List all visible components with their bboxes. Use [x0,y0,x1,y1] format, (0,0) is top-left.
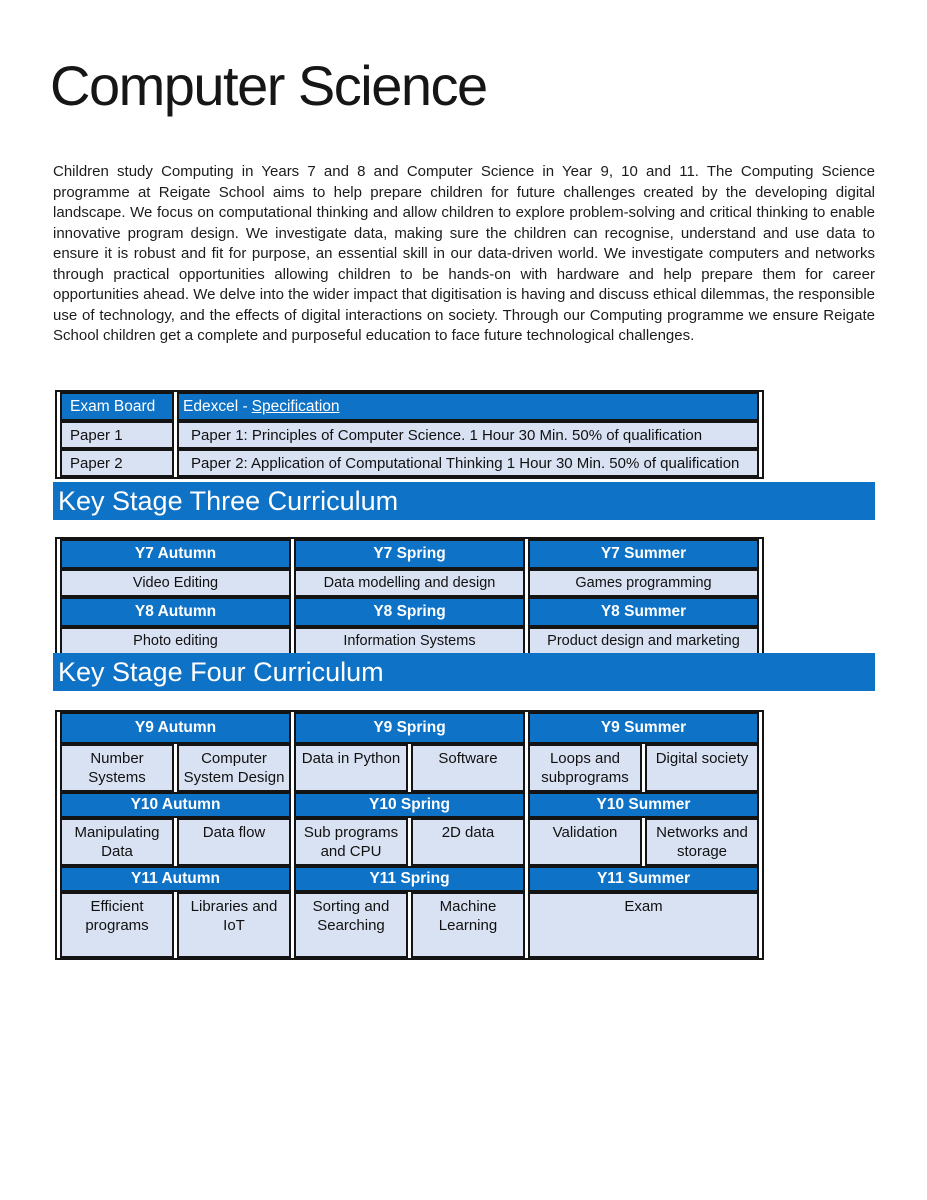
y10-topic-2: Data flow [177,818,291,866]
y11-spring-header: Y11 Spring [294,866,525,892]
y8-header-row [60,597,759,627]
y8-spring-header: Y8 Spring [294,597,525,627]
y10-topics-row [60,818,759,866]
y11-topic-4: Machine Learning [411,892,525,958]
y11-topic-1: Efficient programs [60,892,174,958]
exam-board-table [55,390,764,479]
y7-topics-row [60,569,759,597]
paper1-detail: Paper 1: Principles of Computer Science. 1 Hour 30 Min. 50% of qualification [177,421,759,449]
y10-header-row [60,792,759,818]
y9-topic-4: Software [411,744,525,792]
exam-table-header-row [60,392,759,421]
ks4-section-heading: Key Stage Four Curriculum [53,653,875,691]
page-title: Computer Science [50,54,487,117]
y7-spring-topic: Data modelling and design [294,569,525,597]
y10-spring-header: Y10 Spring [294,792,525,818]
y10-topic-1: Manipulating Data [60,818,174,866]
y7-header-row [60,539,759,569]
y9-topic-1: Number Systems [60,744,174,792]
y9-topic-6: Digital society [645,744,759,792]
y7-spring-header: Y7 Spring [294,539,525,569]
y8-autumn-header: Y8 Autumn [60,597,291,627]
paper1-label: Paper 1 [60,421,174,449]
y11-header-row [60,866,759,892]
y11-topics-row [60,892,759,958]
y10-topic-3: Sub programs and CPU [294,818,408,866]
y9-topic-2: Computer System Design [177,744,291,792]
paper2-detail: Paper 2: Application of Computational Thinking 1 Hour 30 Min. 50% of qualification [177,449,759,477]
y10-autumn-header: Y10 Autumn [60,792,291,818]
y11-autumn-header: Y11 Autumn [60,866,291,892]
y11-topic-3: Sorting and Searching [294,892,408,958]
y11-summer-header: Y11 Summer [528,866,759,892]
y11-topic-2: Libraries and IoT [177,892,291,958]
y11-topic-exam: Exam [528,892,759,958]
ks3-section-heading: Key Stage Three Curriculum [53,482,875,520]
y10-topic-5: Validation [528,818,642,866]
y8-summer-topic: Product design and marketing [528,627,759,655]
y9-header-row [60,712,759,744]
y8-topics-row [60,627,759,655]
ks3-curriculum-table [55,537,764,657]
paper2-label: Paper 2 [60,449,174,477]
y9-topics-row [60,744,759,792]
board-name: Edexcel - [183,397,248,415]
y9-spring-header: Y9 Spring [294,712,525,744]
y10-topic-6: Networks and storage [645,818,759,866]
exam-board-value [177,392,759,421]
ks4-curriculum-table [55,710,764,960]
y9-topic-5: Loops and subprograms [528,744,642,792]
paper2-row [60,449,759,477]
specification-link[interactable]: Specification [251,397,340,415]
y8-spring-topic: Information Systems [294,627,525,655]
y10-summer-header: Y10 Summer [528,792,759,818]
y9-topic-3: Data in Python [294,744,408,792]
exam-board-label: Exam Board [60,392,174,421]
y10-topic-4: 2D data [411,818,525,866]
intro-paragraph: Children study Computing in Years 7 and 8 and Computer Science in Year 9, 10 and 11. The Computing Science programme at Reigate School aims to help prepare children for future challenges created by the developing digital landscape. We focus on computational thinking and allow children to explore problem-solving and critical thinking to enable innovative program design. We investigate data, making sure the children can recognise, understand and use data to ensure it is robust and fit for purpose, an essential skill in our data-driven world. We investigate computers and networks through practical opportunities allowing children to be hands-on with hardware and help prepare them for career opportunities ahead. We delve into the wider impact that digitisation is having and discuss ethical dilemmas, the responsible use of technology, and the effects of digital interactions on society. Through our Computing programme we ensure Reigate School children get a complete and purposeful education to face future technological challenges. [53,163,875,344]
y8-autumn-topic: Photo editing [60,627,291,655]
paper1-row [60,421,759,449]
y7-autumn-header: Y7 Autumn [60,539,291,569]
y7-summer-header: Y7 Summer [528,539,759,569]
y9-summer-header: Y9 Summer [528,712,759,744]
y7-autumn-topic: Video Editing [60,569,291,597]
y7-summer-topic: Games programming [528,569,759,597]
y9-autumn-header: Y9 Autumn [60,712,291,744]
y8-summer-header: Y8 Summer [528,597,759,627]
